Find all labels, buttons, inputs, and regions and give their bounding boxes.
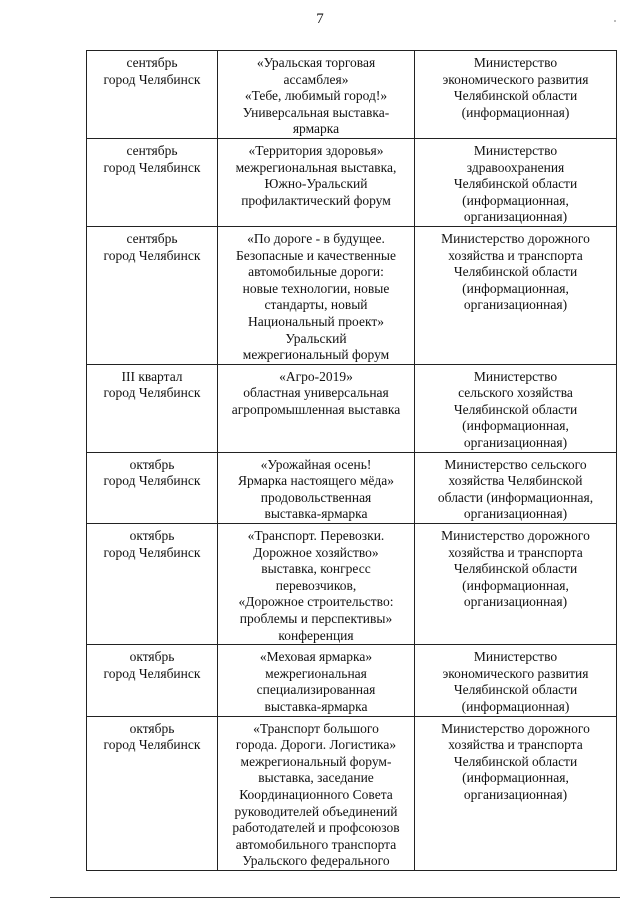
- event-cell-line: Уральский: [285, 330, 347, 346]
- event-cell-line: Ярмарка настоящего мёда»: [238, 473, 394, 489]
- organizer-cell-line: организационная): [463, 435, 568, 451]
- organizer-cell-line: Челябинской области: [453, 264, 578, 280]
- date-place-cell-line: октябрь: [129, 456, 175, 472]
- organizer-cell-line: хозяйства и транспорта: [448, 737, 583, 753]
- date-place-cell-line: город Челябинск: [103, 159, 201, 175]
- date-place-cell-line: город Челябинск: [103, 544, 201, 560]
- organizer-cell-line: Министерство: [473, 142, 558, 158]
- event-cell-line: города. Дороги. Логистика»: [235, 737, 397, 753]
- organizer-cell-line: организационная): [463, 786, 568, 802]
- organizer-cell-line: Челябинской области: [453, 753, 578, 769]
- event-cell-line: ярмарка: [292, 121, 340, 137]
- organizer-cell-line: Министерство: [473, 368, 558, 384]
- event-cell-line: выставка, конгресс: [261, 561, 371, 577]
- event-cell-line: выставка, заседание: [258, 770, 374, 786]
- date-place-cell-line: город Челябинск: [103, 665, 201, 681]
- event-cell-line: работодателей и профсоюзов: [232, 820, 400, 836]
- date-place-cell-line: октябрь: [129, 528, 175, 544]
- table-row: [87, 226, 617, 364]
- event-cell-line: автомобильные дороги:: [248, 264, 384, 280]
- date-place-cell-line: октябрь: [129, 720, 175, 736]
- date-place-cell-line: город Челябинск: [103, 473, 201, 489]
- organizer-cell: [415, 645, 617, 716]
- organizer-cell: [415, 138, 617, 226]
- organizer-cell-line: (информационная,: [462, 577, 569, 593]
- event-cell: [218, 364, 415, 452]
- event-cell-line: Универсальная выставка-: [242, 104, 390, 120]
- organizer-cell-line: хозяйства Челябинской: [448, 473, 583, 489]
- date-place-cell-line: город Челябинск: [103, 247, 201, 263]
- organizer-cell: [415, 51, 617, 139]
- organizer-cell-line: Министерство: [473, 55, 558, 70]
- date-place-cell: [87, 524, 218, 645]
- event-cell-line: специализированная: [256, 682, 376, 698]
- table-row: [87, 138, 617, 226]
- organizer-cell-line: (информационная,: [462, 192, 569, 208]
- event-cell: [218, 138, 415, 226]
- event-cell: [218, 645, 415, 716]
- event-cell-line: «Тебе, любимый город!»: [244, 88, 388, 104]
- event-cell-line: руководителей объединений: [234, 803, 398, 819]
- event-cell-line: «Территория здоровья»: [248, 142, 384, 158]
- event-cell-line: выставка-ярмарка: [264, 698, 368, 714]
- event-cell-line: «Меховая ярмарка»: [259, 649, 373, 665]
- organizer-cell-line: Министерство: [473, 649, 558, 665]
- organizer-cell-line: Челябинской области: [453, 682, 578, 698]
- date-place-cell: [87, 364, 218, 452]
- event-cell-line: Координационного Совета: [239, 786, 393, 802]
- event-cell-line: межрегиональный форум-: [240, 753, 392, 769]
- event-cell-line: межрегиональный форум: [242, 347, 390, 363]
- organizer-cell-line: (информационная): [461, 698, 570, 714]
- organizer-cell-line: Министерство дорожного: [441, 528, 590, 544]
- event-cell-line: «По дороге - в будущее.: [247, 230, 385, 246]
- event-cell-line: межрегиональная выставка,: [235, 159, 397, 175]
- organizer-cell-line: (информационная,: [462, 418, 569, 434]
- event-cell-line: Дорожное хозяйство»: [253, 544, 379, 560]
- organizer-cell: [415, 452, 617, 523]
- date-place-cell-line: III квартал: [121, 368, 183, 384]
- organizer-cell-line: экономического развития: [442, 665, 589, 681]
- event-cell-line: областная универсальная: [243, 385, 389, 401]
- event-cell-line: автомобильного транспорта: [235, 836, 397, 852]
- events-schedule-table: [86, 50, 617, 871]
- table-row: [87, 452, 617, 523]
- event-cell-line: перевозчиков,: [275, 577, 357, 593]
- event-cell: [218, 524, 415, 645]
- organizer-cell: [415, 226, 617, 364]
- event-cell-line: «Дорожное строительство:: [238, 594, 394, 610]
- organizer-cell-line: Челябинской области: [453, 561, 578, 577]
- organizer-cell-line: (информационная): [461, 104, 570, 120]
- organizer-cell-line: организационная): [463, 506, 568, 522]
- event-cell-line: проблемы и перспективы»: [239, 611, 393, 626]
- organizer-cell-line: Министерство дорожного: [441, 230, 590, 246]
- organizer-cell-line: здравоохранения: [466, 159, 565, 175]
- organizer-cell-line: организационная): [463, 209, 568, 225]
- event-cell-line: Южно-Уральский: [264, 176, 368, 192]
- event-cell-line: конференция: [278, 627, 354, 643]
- event-cell-line: профилактический форум: [241, 192, 391, 208]
- event-cell-line: ассамблея»: [283, 71, 349, 87]
- date-place-cell-line: город Челябинск: [103, 737, 201, 753]
- events-schedule-body: [87, 51, 617, 871]
- date-place-cell-line: октябрь: [129, 649, 175, 665]
- event-cell-line: «Агро-2019»: [279, 368, 353, 384]
- event-cell: [218, 226, 415, 364]
- event-cell-line: Безопасные и качественные: [236, 247, 396, 263]
- event-cell-line: выставка-ярмарка: [264, 506, 368, 522]
- table-row: [87, 51, 617, 139]
- organizer-cell-line: Министерство дорожного: [441, 720, 590, 736]
- date-place-cell-line: сентябрь: [126, 142, 178, 158]
- organizer-cell: [415, 364, 617, 452]
- organizer-cell: [415, 716, 617, 870]
- event-cell-line: агропромышленная выставка: [231, 401, 401, 417]
- organizer-cell-line: Челябинской области: [453, 401, 578, 417]
- date-place-cell-line: сентябрь: [126, 230, 178, 246]
- table-row: [87, 716, 617, 870]
- date-place-cell: [87, 452, 218, 523]
- organizer-cell-line: Челябинской области: [453, 176, 578, 192]
- organizer-cell: [415, 524, 617, 645]
- page-number: 7: [316, 11, 324, 27]
- event-cell-line: межрегиональная: [265, 665, 367, 681]
- organizer-cell-line: (информационная,: [462, 280, 569, 296]
- date-place-cell: [87, 645, 218, 716]
- event-cell-line: Национальный проект»: [248, 313, 384, 329]
- event-cell: [218, 452, 415, 523]
- organizer-cell-line: области (информационная,: [437, 489, 594, 505]
- event-cell-line: новые технологии, новые: [242, 280, 390, 296]
- organizer-cell-line: Министерство сельского: [444, 456, 587, 472]
- organizer-cell-line: Челябинской области: [453, 88, 578, 104]
- date-place-cell: [87, 51, 218, 139]
- date-place-cell: [87, 138, 218, 226]
- bottom-divider: [50, 897, 620, 898]
- organizer-cell-line: хозяйства и транспорта: [448, 544, 583, 560]
- event-cell-line: «Уральская торговая: [256, 55, 376, 70]
- table-row: [87, 524, 617, 645]
- organizer-cell-line: организационная): [463, 297, 568, 313]
- date-place-cell-line: город Челябинск: [103, 71, 201, 87]
- event-cell-line: «Транспорт большого: [253, 720, 379, 736]
- event-cell-line: продовольственная: [260, 489, 372, 505]
- scan-speck: [614, 20, 616, 22]
- organizer-cell-line: (информационная,: [462, 770, 569, 786]
- event-cell: [218, 51, 415, 139]
- event-cell: [218, 716, 415, 870]
- date-place-cell: [87, 716, 218, 870]
- organizer-cell-line: хозяйства и транспорта: [448, 247, 583, 263]
- organizer-cell-line: сельского хозяйства: [458, 385, 573, 401]
- event-cell-line: «Урожайная осень!: [260, 456, 372, 472]
- date-place-cell-line: город Челябинск: [103, 385, 201, 401]
- organizer-cell-line: экономического развития: [442, 71, 589, 87]
- table-row: [87, 364, 617, 452]
- date-place-cell: [87, 226, 218, 364]
- event-cell-line: Уральского федерального: [242, 853, 390, 869]
- event-cell-line: «Транспорт. Перевозки.: [247, 528, 385, 544]
- date-place-cell-line: сентябрь: [126, 55, 178, 70]
- organizer-cell-line: организационная): [463, 594, 568, 610]
- event-cell-line: стандарты, новый: [264, 297, 368, 313]
- table-row: [87, 645, 617, 716]
